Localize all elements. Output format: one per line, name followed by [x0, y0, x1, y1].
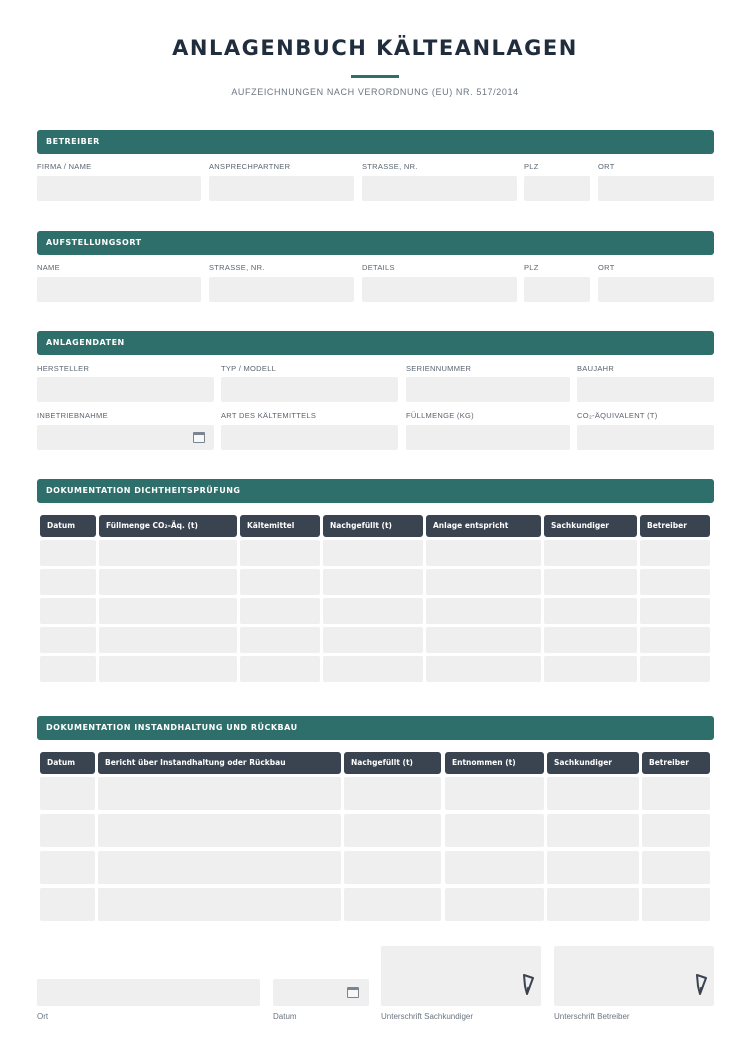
table-cell[interactable] [547, 888, 639, 921]
label-ort: ORT [598, 162, 615, 171]
table-cell[interactable] [323, 540, 423, 566]
table-cell[interactable] [323, 569, 423, 595]
table-cell[interactable] [323, 598, 423, 624]
table-cell[interactable] [98, 888, 341, 921]
column-header: Sachkundiger [544, 515, 637, 537]
inbetriebnahme-date-input[interactable] [37, 425, 214, 450]
aufstellungsort-ort-input[interactable] [598, 277, 714, 302]
table-cell[interactable] [445, 851, 544, 884]
column-header: Anlage entspricht [426, 515, 541, 537]
table-cell[interactable] [640, 656, 710, 682]
label-typ-modell: TYP / MODELL [221, 364, 277, 373]
label-plz: PLZ [524, 162, 539, 171]
table-cell[interactable] [547, 851, 639, 884]
table-cell[interactable] [323, 627, 423, 653]
aufstellungsort-plz-input[interactable] [524, 277, 590, 302]
label-details: DETAILS [362, 263, 395, 272]
table-cell[interactable] [642, 851, 710, 884]
table-cell[interactable] [642, 888, 710, 921]
table-cell[interactable] [642, 814, 710, 847]
table-cell[interactable] [240, 656, 320, 682]
label-kaeltemittel: ART DES KÄLTEMITTELS [221, 411, 317, 420]
column-header: Nachgefüllt (t) [344, 752, 441, 774]
table-cell[interactable] [240, 627, 320, 653]
column-header: Betreiber [642, 752, 710, 774]
table-cell[interactable] [40, 656, 96, 682]
table-cell[interactable] [544, 569, 637, 595]
label-strasse: STRASSE, NR. [209, 263, 265, 272]
table-cell[interactable] [98, 851, 341, 884]
table-cell[interactable] [99, 598, 237, 624]
datum-date-input[interactable] [273, 979, 369, 1006]
betreiber-ansprechpartner-input[interactable] [209, 176, 354, 201]
table-cell[interactable] [240, 598, 320, 624]
table-cell[interactable] [344, 851, 441, 884]
table-cell[interactable] [99, 569, 237, 595]
table-cell[interactable] [40, 888, 95, 921]
table-cell[interactable] [544, 540, 637, 566]
title-underline [351, 75, 399, 78]
table-cell[interactable] [642, 777, 710, 810]
table-cell[interactable] [426, 569, 541, 595]
aufstellungsort-strasse-input[interactable] [209, 277, 354, 302]
section-betreiber: BETREIBER [37, 130, 714, 154]
column-header: Datum [40, 752, 95, 774]
column-header: Kältemittel [240, 515, 320, 537]
label-ort: ORT [598, 263, 615, 272]
table-cell[interactable] [40, 814, 95, 847]
table-cell[interactable] [640, 627, 710, 653]
table-cell[interactable] [344, 814, 441, 847]
label-datum: Datum [273, 1012, 297, 1021]
label-ort: Ort [37, 1012, 49, 1021]
label-baujahr: BAUJAHR [577, 364, 615, 373]
label-hersteller: HERSTELLER [37, 364, 90, 373]
column-header: Sachkundiger [547, 752, 639, 774]
table-cell[interactable] [640, 569, 710, 595]
section-aufstellungsort: AUFSTELLUNGSORT [37, 231, 714, 255]
typ-modell-input[interactable] [221, 377, 398, 402]
label-strasse: STRASSE, NR. [362, 162, 418, 171]
label-firma-name: FIRMA / NAME [37, 162, 92, 171]
table-cell[interactable] [426, 598, 541, 624]
table-cell[interactable] [640, 540, 710, 566]
seriennummer-input[interactable] [406, 377, 570, 402]
table-cell[interactable] [40, 627, 96, 653]
aufstellungsort-details-input[interactable] [362, 277, 517, 302]
page-subtitle: AUFZEICHNUNGEN NACH VERORDNUNG (EU) NR. 517/2014 [231, 87, 519, 97]
table-cell[interactable] [547, 814, 639, 847]
signature-field-sachkundiger[interactable] [381, 946, 541, 1006]
label-unterschrift-sachkundiger: Unterschrift Sachkundiger [381, 1012, 474, 1021]
calendar-icon[interactable] [347, 987, 359, 998]
table-cell[interactable] [240, 540, 320, 566]
label-co2-aequivalent: CO₂-ÄQUIVALENT (T) [577, 411, 658, 420]
table-cell[interactable] [344, 777, 441, 810]
label-inbetriebnahme: INBETRIEBNAHME [37, 411, 108, 420]
section-anlagendaten: ANLAGENDATEN [37, 331, 714, 355]
label-ansprechpartner: ANSPRECHPARTNER [209, 162, 291, 171]
table-cell[interactable] [40, 851, 95, 884]
table-cell[interactable] [40, 598, 96, 624]
table-cell[interactable] [445, 814, 544, 847]
label-plz: PLZ [524, 263, 539, 272]
table-cell[interactable] [547, 777, 639, 810]
pen-icon [521, 974, 535, 996]
signature-field-betreiber[interactable] [554, 946, 714, 1006]
table-cell[interactable] [426, 627, 541, 653]
label-unterschrift-betreiber: Unterschrift Betreiber [554, 1012, 630, 1021]
table-cell[interactable] [40, 569, 96, 595]
betreiber-firma-input[interactable] [37, 176, 201, 201]
co2-aequivalent-input[interactable] [577, 425, 714, 450]
baujahr-input[interactable] [577, 377, 714, 402]
table-cell[interactable] [98, 814, 341, 847]
table-cell[interactable] [640, 598, 710, 624]
column-header: Entnommen (t) [445, 752, 544, 774]
table-cell[interactable] [426, 540, 541, 566]
pen-icon [694, 974, 708, 996]
table-cell[interactable] [544, 656, 637, 682]
betreiber-ort-input[interactable] [598, 176, 714, 201]
section-instandhaltung: DOKUMENTATION INSTANDHALTUNG UND RÜCKBAU [37, 716, 714, 740]
label-fuellmenge: FÜLLMENGE (KG) [406, 411, 474, 420]
table-cell[interactable] [544, 598, 637, 624]
table-cell[interactable] [445, 777, 544, 810]
aufstellungsort-name-input[interactable] [37, 277, 201, 302]
calendar-icon[interactable] [193, 432, 205, 443]
label-name: NAME [37, 263, 60, 272]
column-header: Bericht über Instandhaltung oder Rückbau [98, 752, 341, 774]
betreiber-strasse-input[interactable] [362, 176, 517, 201]
label-seriennummer: SERIENNUMMER [406, 364, 472, 373]
table-cell[interactable] [40, 777, 95, 810]
kaeltemittel-input[interactable] [221, 425, 398, 450]
table-cell[interactable] [40, 540, 96, 566]
hersteller-input[interactable] [37, 377, 214, 402]
ort-input[interactable] [37, 979, 260, 1006]
table-cell[interactable] [544, 627, 637, 653]
table-cell[interactable] [240, 569, 320, 595]
table-cell[interactable] [426, 656, 541, 682]
page-title: ANLAGENBUCH KÄLTEANLAGEN [172, 36, 578, 60]
column-header: Füllmenge CO₂-Äq. (t) [99, 515, 237, 537]
betreiber-plz-input[interactable] [524, 176, 590, 201]
table-cell[interactable] [344, 888, 441, 921]
table-cell[interactable] [98, 777, 341, 810]
table-cell[interactable] [99, 540, 237, 566]
fuellmenge-input[interactable] [406, 425, 570, 450]
column-header: Nachgefüllt (t) [323, 515, 423, 537]
column-header: Betreiber [640, 515, 710, 537]
table-cell[interactable] [323, 656, 423, 682]
section-dichtheitspruefung: DOKUMENTATION DICHTHEITSPRÜFUNG [37, 479, 714, 503]
table-cell[interactable] [99, 656, 237, 682]
table-cell[interactable] [445, 888, 544, 921]
table-cell[interactable] [99, 627, 237, 653]
column-header: Datum [40, 515, 96, 537]
